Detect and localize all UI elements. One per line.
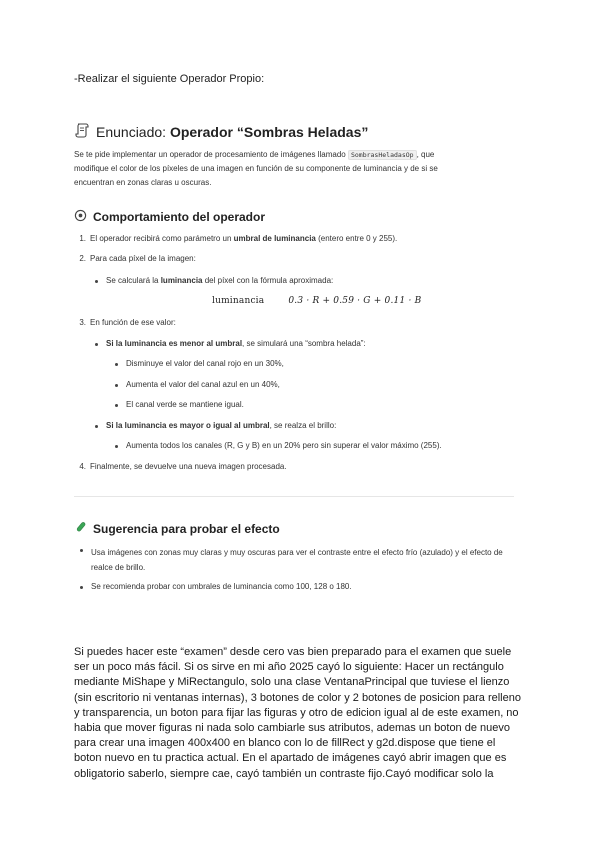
body-line: Si puedes hacer este “examen” desde cero vas bien preparado para el examen que suele xyxy=(74,646,512,658)
text: , se realza el brillo: xyxy=(269,421,337,430)
formula xyxy=(212,296,421,306)
list-item xyxy=(115,359,284,368)
title-name: Operador “Sombras Heladas” xyxy=(169,123,369,140)
suggestion-heading xyxy=(74,521,280,537)
statement xyxy=(74,148,524,190)
divider xyxy=(74,496,514,497)
bullet-dot xyxy=(95,280,98,283)
list-number: 4. xyxy=(79,462,86,471)
body-line: mediante MiShape y MiRectangulo, solo una clase VentanaPrincipal que tuviese el lienzo xyxy=(74,676,510,689)
text: Para cada píxel de la imagen: xyxy=(90,254,196,263)
text: , se simulará una “sombra helada”: xyxy=(242,339,366,348)
body-line: para crear una imagen 400x400 en blanco con lo de fillRect y g2d.dispose que tiene el xyxy=(74,737,496,750)
text: del píxel con la fórmula aproximada: xyxy=(202,276,334,285)
text-bold: umbral de luminancia xyxy=(233,234,316,243)
text: Usa imágenes con zonas muy claras y muy oscuras para ver el contraste entre el efecto frío (azulado) y el efecto de realce de brillo. xyxy=(91,548,503,572)
suggestion-heading-text: Sugerencia para probar el efecto xyxy=(93,522,280,536)
list-item xyxy=(115,441,442,450)
text: Aumenta todos los canales (R, G y B) en un 20% pero sin superar el valor máximo (255). xyxy=(126,441,442,450)
formula-rhs: 0.3 · R + 0.59 · G + 0.11 · B xyxy=(288,296,422,306)
list-item xyxy=(115,400,244,409)
list-number: 2. xyxy=(79,254,86,263)
body-line: y transparencia, un boton para fijar las figuras y otro de edicion igual al de este examen, no xyxy=(74,706,519,719)
behavior-heading xyxy=(74,209,265,225)
statement-text: , que xyxy=(416,150,435,159)
list-item xyxy=(95,339,366,348)
list-item xyxy=(80,582,510,591)
list-item xyxy=(95,421,336,430)
text: (entero entre 0 y 255). xyxy=(315,234,398,243)
list-item xyxy=(74,318,176,327)
list-number: 3. xyxy=(79,318,86,327)
behavior-heading-text: Comportamiento del operador xyxy=(93,210,266,224)
page-title xyxy=(74,122,368,141)
text: Se calculará la xyxy=(106,276,161,285)
intro-text: -Realizar el siguiente Operador Propio: xyxy=(74,73,265,85)
body-line: (sin escritorio ni ventanas internas), 3 botones de color y 2 botones de posicion para relleno xyxy=(74,691,521,704)
body-line: boton nuevo en tu practica actual. En el apartado de imágenes cayó abrir imagen que es xyxy=(74,752,507,765)
list-item xyxy=(74,234,397,243)
list-item xyxy=(95,276,333,285)
title-prefix: Enunciado: xyxy=(96,123,170,140)
text: El operador recibirá como parámetro un xyxy=(90,234,234,243)
bullet-dot xyxy=(95,343,98,346)
body-line: obligatorio saberlo, siempre cae, cayó también un contraste fijo.Cayó modificar solo la xyxy=(74,767,494,780)
statement-line: encuentran en zonas claras u oscuras. xyxy=(74,178,212,187)
test-tube-icon xyxy=(74,521,87,537)
text-bold: luminancia xyxy=(160,276,203,285)
list-item xyxy=(115,380,280,389)
gear-icon xyxy=(74,209,87,225)
text: El canal verde se mantiene igual. xyxy=(126,400,244,409)
text: En función de ese valor: xyxy=(90,318,176,327)
list-number: 1. xyxy=(79,234,86,243)
body-line: ser un poco más fácil. Si os sirve en mi año 2025 cayó lo siguiente: Hacer un rectángulo xyxy=(74,661,504,674)
body-line: habia que mover figuras ni nada solo cambiarle sus atributos, ademas un boton de nuevo xyxy=(74,722,510,735)
text-bold: Si la luminancia es menor al umbral xyxy=(106,339,243,348)
formula-lhs: luminancia xyxy=(212,296,265,306)
scroll-icon xyxy=(74,122,90,141)
statement-line: modifique el color de los píxeles de una imagen en función de su componente de luminancia y de si se xyxy=(74,164,438,173)
body-paragraph xyxy=(74,645,524,782)
text: Se recomienda probar con umbrales de luminancia como 100, 128 o 180. xyxy=(91,582,352,591)
text: Aumenta el valor del canal azul en un 40%, xyxy=(126,380,280,389)
statement-text: Se te pide implementar un operador de procesamiento de imágenes llamado xyxy=(74,150,348,159)
text-bold: Si la luminancia es mayor o igual al umbral xyxy=(106,421,270,430)
list-item xyxy=(74,254,196,263)
code-inline: SombrasHeladasOp xyxy=(348,150,417,160)
text: Disminuye el valor del canal rojo en un 30%, xyxy=(126,359,284,368)
text: Finalmente, se devuelve una nueva imagen procesada. xyxy=(90,462,287,471)
list-item xyxy=(74,462,287,471)
bullet-dot xyxy=(95,425,98,428)
list-item xyxy=(80,545,510,575)
